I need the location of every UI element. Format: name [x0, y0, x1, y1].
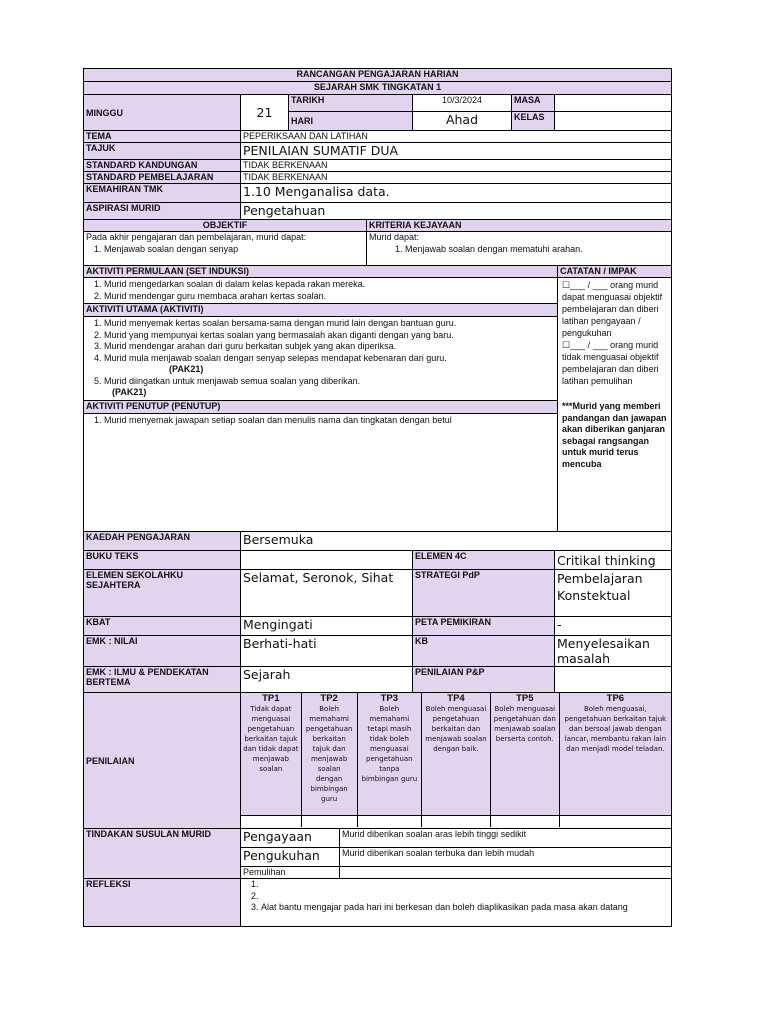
tp-mark-cell[interactable] — [490, 815, 559, 827]
kriteria-label: KRITERIA KEJAYAAN — [367, 220, 672, 232]
doc-subtitle: SEJARAH SMK TINGKATAN 1 — [84, 82, 672, 95]
list-item: 3. Alat bantu mengajar pada hari ini berkesan dan boleh diaplikasikan pada masa akan datang — [261, 902, 669, 914]
kelas-label: KELAS — [512, 112, 555, 131]
standard-kandungan-value: TIDAK BERKENAAN — [241, 160, 672, 172]
refleksi-label: REFLEKSI — [84, 879, 241, 927]
catatan-label: CATATAN / IMPAK — [558, 266, 672, 278]
hari-value: Ahad — [413, 112, 512, 131]
tajuk-label: TAJUK — [84, 143, 241, 160]
tp-desc: Boleh menguasai pengetahuan berkaitan dan menjawab soalan dengan baik. — [425, 705, 487, 753]
tp-mark-cell[interactable] — [357, 815, 422, 827]
catatan-line1: ☐___ / ___ orang murid dapat menguasai objektif pembelajaran dan diberi latihan pengayaan / pengukuhan — [562, 280, 663, 338]
buku-teks-label: BUKU TEKS — [84, 551, 241, 570]
aktiviti-penutup-list — [86, 415, 555, 427]
tarikh-label: TARIKH — [289, 95, 413, 112]
objektif-list — [86, 244, 364, 256]
pengayaan-desc: Murid diberikan soalan aras lebih tinggi sedikit — [340, 829, 672, 848]
elemen-4c-label: ELEMEN 4C — [413, 551, 555, 570]
objektif-intro: Pada akhir pengajaran dan pembelajaran, murid dapat: — [86, 232, 307, 242]
kemahiran-tmk-label: KEMAHIRAN TMK — [84, 184, 241, 203]
tp-name: TP2 — [320, 693, 338, 704]
tp-cell — [301, 693, 357, 815]
kbat-label: KBAT — [84, 617, 241, 636]
aktiviti-utama-list — [86, 318, 555, 364]
tp-cell — [559, 693, 671, 815]
pak21-tag: (PAK21) — [112, 387, 147, 397]
minggu-label: MINGGU — [84, 95, 241, 131]
tp-cell — [357, 693, 422, 815]
penilaian-grid — [241, 693, 672, 829]
tp-mark-cell[interactable] — [559, 815, 671, 827]
tajuk-value: PENILAIAN SUMATIF DUA — [241, 143, 672, 160]
elemen-sekolahku-value: Selamat, Seronok, Sihat — [241, 570, 413, 617]
tp-name: TP3 — [380, 693, 399, 704]
tp-desc: Boleh memahami tetapi masih tidak boleh menguasai pengetahuan tanpa bimbingan guru — [361, 705, 418, 783]
emk-ilmu-label: EMK : ILMU & PENDEKATAN BERTEMA — [84, 667, 241, 693]
pengayaan-name: Pengayaan — [241, 829, 340, 848]
aktiviti-permulaan-list — [86, 279, 555, 302]
tp-name: TP4 — [447, 693, 465, 704]
tp-table — [241, 693, 671, 827]
refleksi-body — [241, 879, 672, 927]
tp-mark-cell[interactable] — [241, 815, 301, 827]
tarikh-value: 10/3/2024 — [413, 95, 512, 112]
list-item: 1. Murid menyemak jawapan setiap soalan dan menulis nama dan tingkatan dengan betul — [104, 415, 555, 427]
list-item: 3. Murid mendengar arahan dari guru berkaitan subjek yang akan diperiksa. — [104, 341, 555, 353]
tindakan-label: TINDAKAN SUSULAN MURID — [84, 829, 241, 879]
tema-value: PEPERIKSAAN DAN LATIHAN — [241, 131, 672, 143]
elemen-4c-value: Critikal thinking — [555, 551, 672, 570]
tp-name: TP5 — [516, 693, 534, 704]
buku-teks-value — [241, 551, 413, 570]
kelas-value — [555, 112, 672, 131]
pemulihan-desc — [340, 867, 672, 879]
pak21-tag: (PAK21) — [169, 364, 204, 374]
list-item — [261, 879, 669, 891]
list-item: 5. Murid diingatkan untuk menjawab semua soalan yang diberikan. — [104, 376, 555, 388]
aktiviti-permulaan-label: AKTIVITI PERMULAAN (SET INDUKSI) — [84, 266, 558, 278]
aspirasi-murid-value: Pengetahuan — [241, 203, 672, 220]
tp-desc: Boleh menguasai, pengetahuan berkaitan tajuk dan bersoal jawab dengan lancar, membantu rakan lain dan menjadi model teladan. — [564, 705, 667, 753]
objektif-body — [84, 232, 367, 266]
peta-label: PETA PEMIKIRAN — [413, 617, 555, 636]
pengukuhan-name: Pengukuhan — [241, 848, 340, 867]
pemulihan-name: Pemulihan — [241, 867, 340, 879]
list-item: 2. Murid yang mempunyai kertas soalan yang bermasalah akan diganti dengan yang baru. — [104, 330, 555, 342]
aktiviti-utama-label: AKTIVITI UTAMA (AKTIVITI) — [84, 303, 557, 317]
emk-ilmu-value: Sejarah — [241, 667, 413, 693]
hari-label: HARI — [289, 112, 413, 131]
masa-label: MASA — [512, 95, 555, 112]
list-item: 1. Menjawab soalan dengan mematuhi arahan. — [405, 244, 669, 256]
kb-value: Menyelesaikan masalah — [555, 636, 672, 667]
penilaian-pp-label: PENILAIAN P&P — [413, 667, 555, 693]
catatan-line2: ☐___ / ___ orang murid tidak menguasai objektif pembelajaran dan diberi latihan pemulihan — [562, 340, 659, 386]
standard-pembelajaran-value: TIDAK BERKENAAN — [241, 172, 672, 184]
standard-pembelajaran-label: STANDARD PEMBELAJARAN — [84, 172, 241, 184]
kbat-value: Mengingati — [241, 617, 413, 636]
doc-title: RANCANGAN PENGAJARAN HARIAN — [84, 69, 672, 82]
objektif-label: OBJEKTIF — [84, 220, 367, 232]
list-item: 1. Murid mengedarkan soalan di dalam kelas kepada rakan mereka. — [104, 279, 555, 291]
penilaian-pp-value — [555, 667, 672, 693]
tp-desc: Boleh memahami pengetahuan berkaitan tajuk dan menjawab soalan dengan bimbingan guru — [305, 705, 353, 803]
lesson-plan-table — [83, 68, 672, 927]
kaedah-label: KAEDAH PENGAJARAN — [84, 532, 241, 551]
tp-cell — [241, 693, 301, 815]
emk-nilai-value: Berhati-hati — [241, 636, 413, 667]
aktiviti-penutup-label: AKTIVITI PENUTUP (PENUTUP) — [84, 400, 557, 414]
tp-desc: Tidak dapat menguasai pengetahuan berkaitan tajuk dan tidak dapat menjawab soalan — [243, 705, 299, 773]
kaedah-value: Bersemuka — [241, 532, 672, 551]
list-item: 2. Murid mendengar guru membaca arahan kertas soalan. — [104, 291, 555, 303]
tp-cell — [422, 693, 491, 815]
list-item — [261, 891, 669, 903]
kb-label: KB — [413, 636, 555, 667]
tp-cell — [490, 693, 559, 815]
tp-mark-cell[interactable] — [422, 815, 491, 827]
kriteria-body — [367, 232, 672, 266]
aktiviti-column — [84, 278, 558, 532]
kriteria-intro: Murid dapat: — [369, 232, 420, 242]
catatan-body — [558, 278, 672, 532]
pengukuhan-desc: Murid diberikan soalan terbuka dan lebih mudah — [340, 848, 672, 867]
tp-name: TP1 — [262, 693, 280, 704]
list-item: 1. Murid menyemak kertas soalan bersama-sama dengan murid lain dengan bantuan guru. — [104, 318, 555, 330]
minggu-value: 21 — [241, 95, 289, 131]
refleksi-list — [243, 879, 669, 914]
penilaian-label: PENILAIAN — [84, 693, 241, 829]
standard-kandungan-label: STANDARD KANDUNGAN — [84, 160, 241, 172]
aktiviti-utama-list-cont — [86, 376, 555, 388]
aspirasi-murid-label: ASPIRASI MURID — [84, 203, 241, 220]
tp-name: TP6 — [606, 693, 625, 704]
kemahiran-tmk-value: 1.10 Menganalisa data. — [241, 184, 672, 203]
list-item: 4. Murid mula menjawab soalan dengan senyap selepas mendapat kebenaran dari guru. — [104, 353, 555, 365]
peta-value: - — [555, 617, 672, 636]
kriteria-list — [369, 244, 669, 256]
catatan-note: ***Murid yang memberi pandangan dan jawapan akan diberikan ganjaran sebagai rangsangan untuk murid terus mencuba — [562, 401, 667, 469]
tp-desc: Boleh menguasai pengetahuan dan menjawab soalan berserta contoh. — [493, 705, 556, 743]
list-item: 1. Menjawab soalan dengan senyap — [104, 244, 364, 256]
masa-value — [555, 95, 672, 112]
tp-mark-cell[interactable] — [301, 815, 357, 827]
tema-label: TEMA — [84, 131, 241, 143]
strategi-label: STRATEGI PdP — [413, 570, 555, 617]
strategi-value: Pembelajaran Konstektual — [555, 570, 672, 617]
emk-nilai-label: EMK : NILAI — [84, 636, 241, 667]
elemen-sekolahku-label: ELEMEN SEKOLAHKU SEJAHTERA — [84, 570, 241, 617]
